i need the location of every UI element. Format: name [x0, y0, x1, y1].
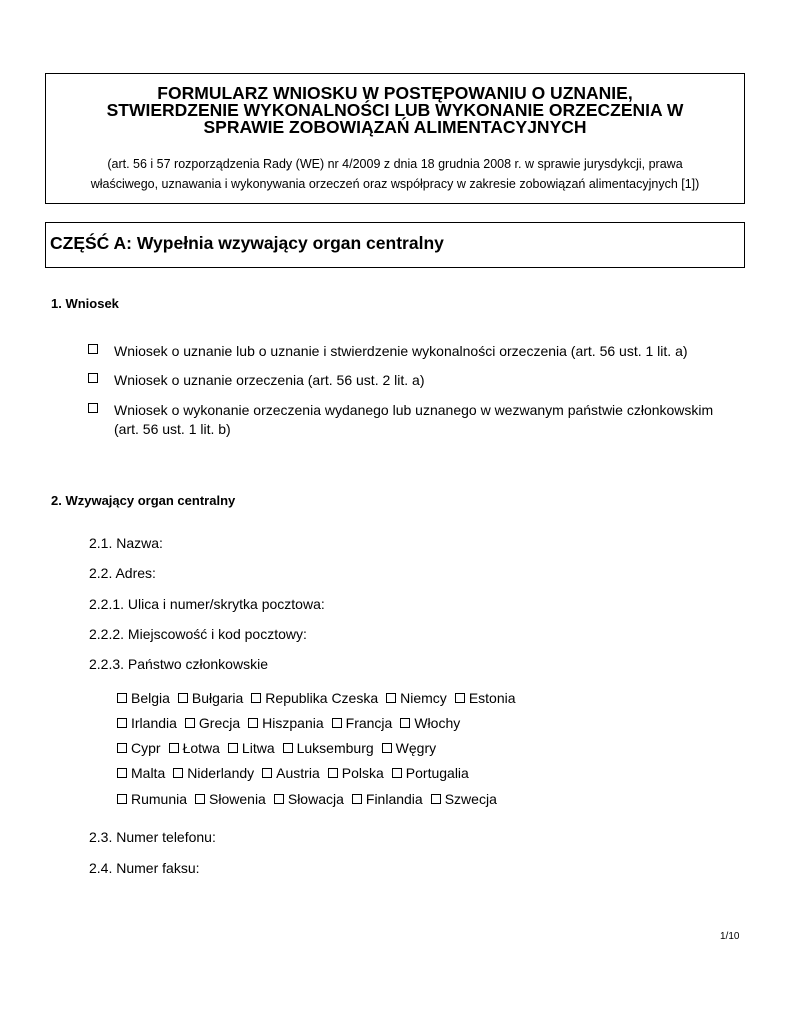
- country-label: Irlandia: [131, 715, 177, 731]
- member-state-row: [117, 791, 505, 807]
- checkbox[interactable]: [117, 718, 127, 728]
- request-option-recognition[interactable]: [88, 371, 424, 390]
- section-2-heading: 2. Wzywający organ centralny: [51, 493, 236, 508]
- form-title-box: [45, 73, 745, 204]
- checkbox[interactable]: [185, 718, 195, 728]
- checkbox[interactable]: [228, 743, 238, 753]
- country-label: Hiszpania: [262, 715, 324, 731]
- checkbox[interactable]: [117, 743, 127, 753]
- checkbox[interactable]: [455, 693, 465, 703]
- country-label: Łotwa: [182, 740, 220, 756]
- country-option-hungary[interactable]: [382, 740, 436, 756]
- legal-basis-line: (art. 56 i 57 rozporządzenia Rady (WE) nr 4/2009 z dnia 18 grudnia 2008 r. w sprawie jurysdykcji, prawa: [107, 157, 683, 171]
- country-label: Luksemburg: [296, 740, 374, 756]
- checkbox[interactable]: [117, 768, 127, 778]
- checkbox[interactable]: [251, 693, 261, 703]
- country-label: Finlandia: [365, 791, 423, 807]
- country-label: Grecja: [198, 715, 241, 731]
- checkbox[interactable]: [400, 718, 410, 728]
- country-option-luxembourg[interactable]: [283, 740, 374, 756]
- country-option-portugal[interactable]: [392, 765, 469, 781]
- member-state-row: [117, 740, 444, 756]
- checkbox[interactable]: [382, 743, 392, 753]
- part-a-title: CZĘŚĆ A: Wypełnia wzywający organ centralny: [50, 233, 444, 253]
- country-option-estonia[interactable]: [455, 690, 516, 706]
- checkbox[interactable]: [88, 373, 98, 383]
- country-option-slovakia[interactable]: [274, 791, 344, 807]
- country-label: Cypr: [131, 740, 161, 756]
- country-label: Malta: [131, 765, 166, 781]
- checkbox[interactable]: [386, 693, 396, 703]
- checkbox[interactable]: [274, 794, 284, 804]
- country-option-latvia[interactable]: [169, 740, 220, 756]
- field-address-label: 2.2. Adres:: [89, 565, 156, 581]
- country-option-slovenia[interactable]: [195, 791, 266, 807]
- country-label: Portugalia: [405, 765, 469, 781]
- checkbox[interactable]: [169, 743, 179, 753]
- country-label: Niderlandy: [187, 765, 255, 781]
- section-1-heading: 1. Wniosek: [51, 296, 119, 311]
- form-title-line: FORMULARZ WNIOSKU W POSTĘPOWANIU O UZNANIE,: [157, 83, 633, 103]
- checkbox[interactable]: [431, 794, 441, 804]
- country-label: Niemcy: [400, 690, 447, 706]
- checkbox[interactable]: [283, 743, 293, 753]
- form-title: [46, 85, 744, 136]
- field-street-label: 2.2.1. Ulica i numer/skrytka pocztowa:: [89, 596, 325, 612]
- member-state-row: [117, 765, 477, 781]
- country-label: Republika Czeska: [265, 690, 379, 706]
- checkbox[interactable]: [88, 344, 98, 354]
- field-name-label: 2.1. Nazwa:: [89, 535, 163, 551]
- country-option-netherlands[interactable]: [173, 765, 254, 781]
- country-option-czech[interactable]: [251, 690, 378, 706]
- country-option-finland[interactable]: [352, 791, 423, 807]
- form-legal-basis: [46, 154, 744, 194]
- country-label: Estonia: [468, 690, 516, 706]
- country-option-cyprus[interactable]: [117, 740, 161, 756]
- country-option-germany[interactable]: [386, 690, 447, 706]
- country-label: Słowenia: [209, 791, 266, 807]
- option-label: Wniosek o wykonanie orzeczenia wydanego lub uznanego w wezwanym państwie członkowskim: [114, 402, 714, 418]
- country-option-france[interactable]: [332, 715, 393, 731]
- request-option-enforcement[interactable]: [88, 401, 713, 439]
- part-a-box: [45, 222, 745, 268]
- country-option-ireland[interactable]: [117, 715, 177, 731]
- option-label: Wniosek o uznanie orzeczenia (art. 56 ust. 2 lit. a): [114, 372, 425, 388]
- checkbox[interactable]: [392, 768, 402, 778]
- country-option-italy[interactable]: [400, 715, 460, 731]
- country-option-spain[interactable]: [248, 715, 323, 731]
- country-option-sweden[interactable]: [431, 791, 497, 807]
- country-label: Słowacja: [287, 791, 344, 807]
- country-option-malta[interactable]: [117, 765, 165, 781]
- checkbox[interactable]: [332, 718, 342, 728]
- country-label: Austria: [276, 765, 320, 781]
- country-label: Belgia: [131, 690, 170, 706]
- form-title-line: STWIERDZENIE WYKONALNOŚCI LUB WYKONANIE ORZECZENIA W: [106, 100, 684, 120]
- country-option-lithuania[interactable]: [228, 740, 275, 756]
- country-option-bulgaria[interactable]: [178, 690, 243, 706]
- field-phone-label: 2.3. Numer telefonu:: [89, 829, 216, 845]
- country-option-poland[interactable]: [328, 765, 384, 781]
- checkbox[interactable]: [262, 768, 272, 778]
- checkbox[interactable]: [117, 693, 127, 703]
- checkbox[interactable]: [117, 794, 127, 804]
- form-title-line: SPRAWIE ZOBOWIĄZAŃ ALIMENTACYJNYCH: [203, 117, 587, 137]
- option-label: Wniosek o uznanie lub o uznanie i stwierdzenie wykonalności orzeczenia (art. 56 ust. 1 lit. a): [114, 343, 688, 359]
- checkbox[interactable]: [248, 718, 258, 728]
- option-label-continuation: (art. 56 ust. 1 lit. b): [114, 421, 231, 437]
- country-label: Litwa: [241, 740, 275, 756]
- country-label: Rumunia: [131, 791, 188, 807]
- field-fax-label: 2.4. Numer faksu:: [89, 860, 200, 876]
- country-label: Bułgaria: [191, 690, 244, 706]
- field-member-state-label: 2.2.3. Państwo członkowskie: [89, 656, 268, 672]
- country-option-belgia[interactable]: [117, 690, 170, 706]
- field-city-label: 2.2.2. Miejscowość i kod pocztowy:: [89, 626, 307, 642]
- request-option-recognition-enforceability[interactable]: [88, 342, 688, 361]
- member-state-row: [117, 715, 468, 731]
- country-label: Francja: [345, 715, 393, 731]
- checkbox[interactable]: [352, 794, 362, 804]
- country-label: Polska: [341, 765, 384, 781]
- country-label: Węgry: [395, 740, 437, 756]
- checkbox[interactable]: [328, 768, 338, 778]
- legal-basis-line: właściwego, uznawania i wykonywania orzeczeń oraz współpracy w zakresie zobowiązań alimentacyjnych [1]): [90, 177, 700, 191]
- country-label: Włochy: [414, 715, 461, 731]
- country-label: Szwecja: [444, 791, 497, 807]
- country-option-romania[interactable]: [117, 791, 187, 807]
- country-option-austria[interactable]: [262, 765, 320, 781]
- checkbox[interactable]: [88, 403, 98, 413]
- checkbox[interactable]: [178, 693, 188, 703]
- checkbox[interactable]: [195, 794, 205, 804]
- country-option-greece[interactable]: [185, 715, 240, 731]
- page-number: 1/10: [720, 931, 740, 942]
- checkbox[interactable]: [173, 768, 183, 778]
- member-state-row: [117, 690, 524, 706]
